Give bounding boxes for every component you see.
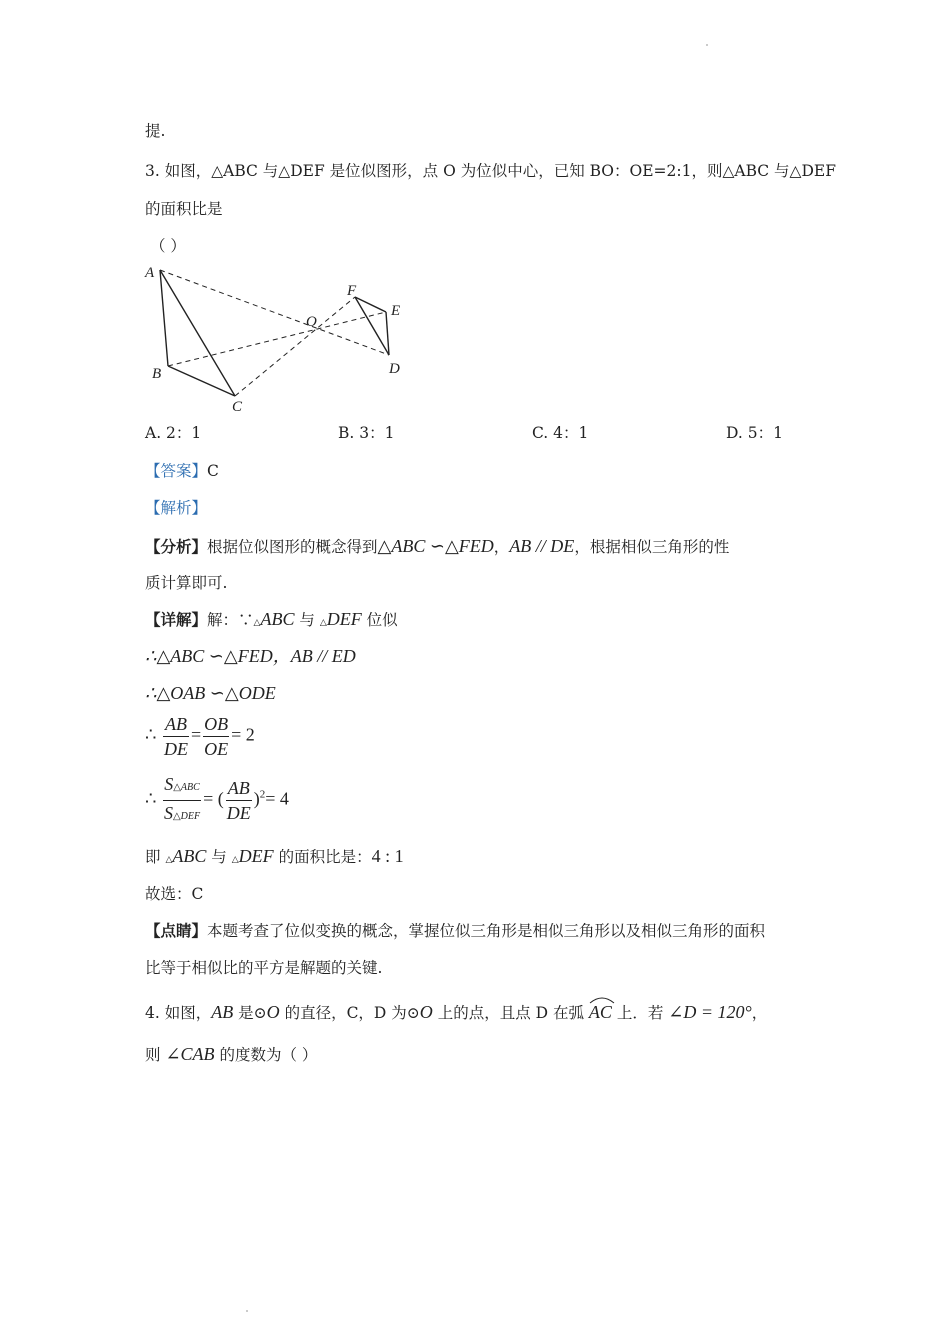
detail-area-line: ∴ $\frac{\text{S△ABC}}{\text{S△DEF}}$ = ( $\frac{AB}{DE}$ )$^2$= 4 bbox=[145, 772, 289, 829]
fenxi-tag: 【分析】 bbox=[145, 537, 208, 556]
dianjing-tag: 【点睛】 bbox=[145, 921, 208, 940]
detail-m2: DEF bbox=[326, 609, 362, 629]
label-a: A bbox=[145, 265, 155, 281]
label-b: B bbox=[152, 366, 162, 382]
fenxi-math1: △ABC ∽△FED bbox=[377, 536, 494, 556]
footer-mark bbox=[246, 1310, 248, 1312]
fenxi-line2: 质计算即可. bbox=[145, 574, 228, 592]
q3-stem-line1: 3. 如图，△ABC 与△DEF 是位似图形，点 O 为位似中心，已知 BO：OE=2:1，则△ABC 与△DEF bbox=[145, 162, 836, 180]
detail-ratio-line: ∴ $\frac{AB}{DE}$ = $\frac{OB}{OE}$ = 2 bbox=[145, 714, 255, 759]
answer-tag: 【答案】 bbox=[145, 462, 208, 480]
detail-prefix: 解：∵ bbox=[207, 611, 254, 629]
fraction-area: $\frac{\text{S△ABC}}{\text{S△DEF}}$ bbox=[163, 774, 201, 823]
fraction-ab-de-2: $\frac{AB}{DE}$ bbox=[226, 778, 251, 823]
corner-mark bbox=[706, 44, 708, 46]
ratio-value: = 2 bbox=[231, 724, 255, 745]
fenxi-sep: ， bbox=[493, 538, 510, 556]
detail-tag: 【详解】 bbox=[145, 610, 208, 629]
fenxi-text2: ，根据相似三角形的性 bbox=[574, 538, 730, 556]
triangle-icon: △ bbox=[231, 855, 239, 865]
detail-conclusion: 即 △ABC 与 △DEF 的面积比是：4 : 1 bbox=[145, 846, 404, 866]
dianjing-line2: 比等于相似比的平方是解题的关键. bbox=[145, 959, 383, 977]
label-c: C bbox=[232, 399, 243, 415]
q4-stem-line1: 4. 如图，AB 是⊙O 的直径，C，D 为⊙O 上的点，且点 D 在弧 AC 上．若 ∠D = 120°， bbox=[145, 1001, 767, 1024]
detail-line2: ∴△ABC ∽△FED，AB // ED bbox=[145, 646, 356, 666]
label-d: D bbox=[389, 361, 400, 377]
answer-line bbox=[145, 460, 219, 482]
homothety-figure bbox=[140, 258, 420, 416]
detail-m1: ABC bbox=[260, 609, 295, 629]
arc-icon bbox=[589, 996, 615, 1004]
dianjing-line1: 【点睛】本题考查了位似变换的概念，掌握位似三角形是相似三角形以及相似三角形的面积 bbox=[145, 921, 766, 940]
detail-suffix: 位似 bbox=[361, 611, 398, 629]
option-d: D. 5：1 bbox=[726, 424, 783, 442]
triangle-icon: △ bbox=[319, 618, 327, 628]
fraction-ob-oe: $\frac{OB}{OE}$ bbox=[204, 714, 229, 759]
area-ratio: 4 : 1 bbox=[371, 846, 404, 866]
fenxi-math2: AB // DE bbox=[509, 536, 575, 556]
therefore-symbol: ∴ bbox=[145, 788, 157, 809]
option-b: B. 3：1 bbox=[338, 424, 395, 442]
fenxi-text1: 根据位似图形的概念得到 bbox=[207, 538, 378, 556]
answer-value: C bbox=[207, 462, 219, 480]
fenxi-line1 bbox=[145, 535, 729, 558]
area-value: = 4 bbox=[265, 788, 289, 809]
detail-line3: ∴△OAB ∽△ODE bbox=[145, 683, 276, 703]
arc-ac: AC bbox=[589, 1002, 612, 1022]
therefore-symbol: ∴ bbox=[145, 724, 157, 745]
label-e: E bbox=[391, 303, 401, 319]
detail-choose: 故选：C bbox=[145, 885, 204, 903]
q4-stem-line2: 则 ∠CAB 的度数为（ ） bbox=[145, 1044, 318, 1064]
triangle-icon: △ bbox=[165, 855, 173, 865]
intro-tail: 提. bbox=[145, 122, 166, 140]
option-a: A. 2：1 bbox=[145, 424, 202, 442]
q3-answer-paren: （ ） bbox=[150, 237, 186, 255]
analysis-tag: 【解析】 bbox=[145, 499, 208, 517]
label-o: O bbox=[306, 314, 317, 330]
triangle-icon: △ bbox=[253, 618, 261, 628]
label-f: F bbox=[347, 283, 357, 299]
detail-line1 bbox=[145, 608, 398, 634]
q3-stem-line2: 的面积比是 bbox=[145, 200, 223, 218]
option-c: C. 4：1 bbox=[532, 424, 589, 442]
fraction-ab-de: $\frac{AB}{DE}$ bbox=[163, 714, 188, 759]
detail-yu: 与 bbox=[294, 611, 320, 629]
